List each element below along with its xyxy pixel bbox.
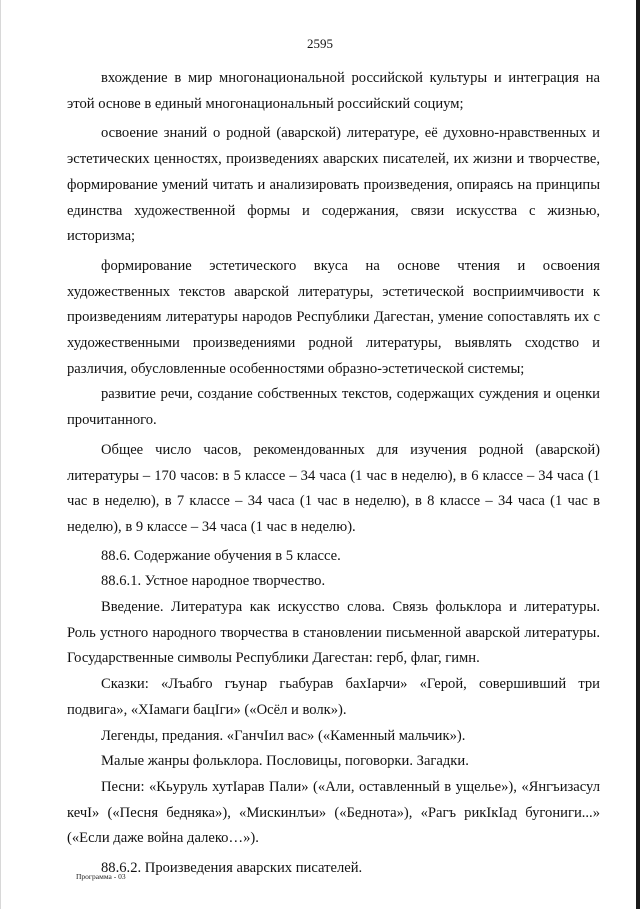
paragraph-songs: Песни: «Кьуруль хутIарав Пали» («Али, оставленный в ущелье»), «Янгъизасул кечI» («Песня бедняка»), «Мискинлъи» («Беднота»), «Рагъ рикIкIад бугониги...» («Если даже война далеко…»). xyxy=(67,778,600,847)
paragraph-speech-development: развитие речи, создание собственных текстов, содержащих суждения и оценки прочитанного. xyxy=(67,386,600,429)
paragraph-knowledge: освоение знаний о родной (аварской) литературе, её духовно-нравственных и эстетических ценностях, произведениях аварских писателей, их жизни и творчестве, формирование умений читать и анализировать произведения, опираясь на принципы единства художественной формы и содержания, связи искусства с жизнью, историзма; xyxy=(67,125,600,245)
scan-edge-right xyxy=(636,0,640,909)
paragraph-small-genres: Малые жанры фольклора. Пословицы, поговорки. Загадки. xyxy=(101,753,469,770)
paragraph-legends: Легенды, предания. «ГанчIил вас» («Каменный мальчик»). xyxy=(101,727,466,744)
paragraph-introduction: Введение. Литература как искусство слова. Связь фольклора и литературы. Роль устного народного творчества в становлении письменной аварской литературы. Государственные символы Республики Дагестан: герб, флаг, гимн. xyxy=(67,599,600,667)
paragraph-integration: вхождение в мир многонациональной российской культуры и интеграция на этой основе в единый многонациональный российский социум; xyxy=(67,70,600,112)
footer-program-label: Программа - 03 xyxy=(76,872,126,881)
paragraph-hours: Общее число часов, рекомендованных для изучения родной (аварской) литературы – 170 часов: в 5 классе – 34 часа (1 час в неделю), в 6 классе – 34 часа (1 час в неделю), в 7 классе – 34 часа (1 час в неделю), в 8 классе – 34 часа (1 час в неделю), в 9 классе – 34 часа (1 час в неделю). xyxy=(67,441,600,535)
body-text xyxy=(67,66,600,882)
section-heading-grade5: 88.6. Содержание обучения в 5 классе. xyxy=(101,547,341,564)
section-heading-writers: 88.6.2. Произведения аварских писателей. xyxy=(101,860,363,877)
page-number: 2595 xyxy=(307,36,333,51)
paragraph-aesthetic-taste: формирование эстетического вкуса на основе чтения и освоения художественных текстов аварской литературы, эстетической восприимчивости к произведениям литературы народов Республики Дагестан, умение сопоставлять их с художественными произведениями родной литературы, выявлять сходство и различия, обусловленные особенностями образно-эстетической системы; xyxy=(67,257,600,377)
scan-edge-left xyxy=(0,0,1,909)
section-heading-folklore: 88.6.1. Устное народное творчество. xyxy=(101,573,326,590)
paragraph-tales: Сказки: «Лъабго гъунар гьабурав бахIарчи» «Герой, совершивший три подвига», «ХIамаги бацIги» («Осёл и волк»). xyxy=(67,676,600,718)
